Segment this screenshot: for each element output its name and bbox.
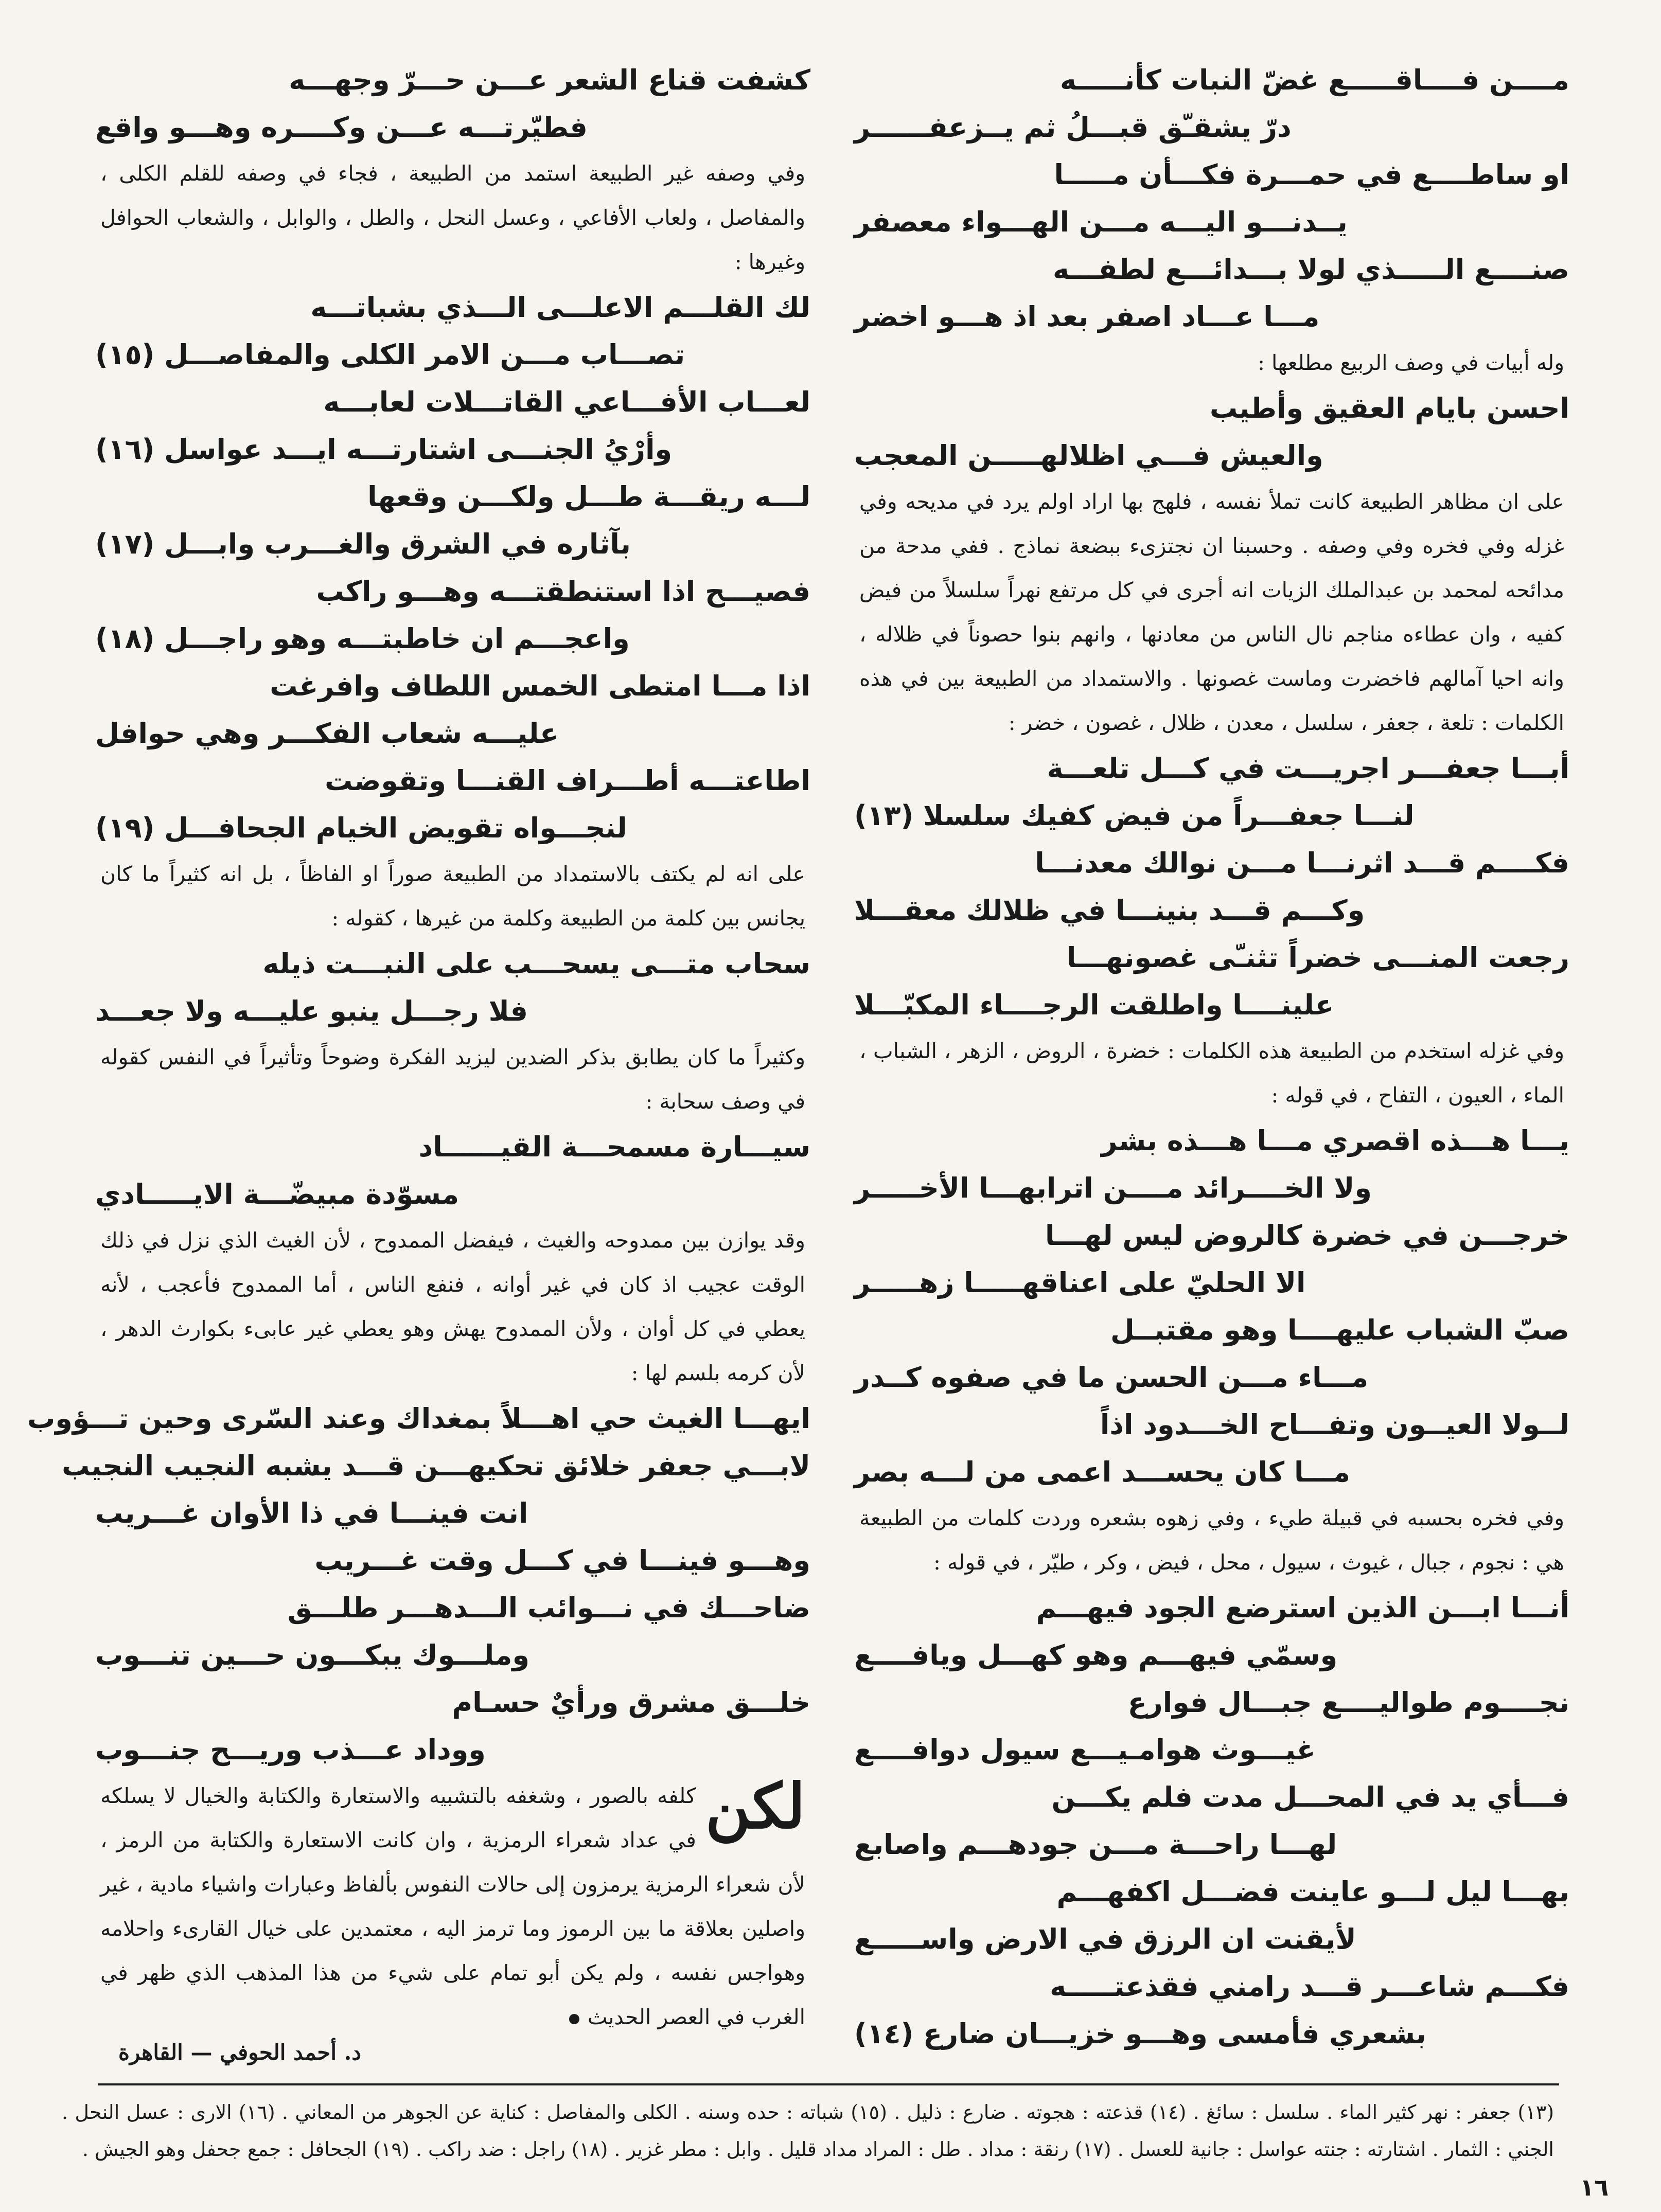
page-number: ١٦ xyxy=(1580,2173,1609,2201)
verse-second-hemistich: بشعري فأمسى وهـــو خزيـــان ضارع (١٤) xyxy=(854,2018,1426,2050)
verse-first-hemistich: فـــأي يد في المحـــل مدت فلم يكـــن xyxy=(1051,1781,1569,1813)
verse-second-hemistich: لهـــا راحـــة مـــن جودهـــم واصابع xyxy=(854,1828,1337,1861)
verse-second-hemistich: تصـــاب مـــن الامر الكلى والمفاصـــل (١٥) xyxy=(95,338,685,371)
verse-first-hemistich: رجعت المنـــى خضراً تثنـّى غصونهـــا xyxy=(1066,941,1569,974)
verse-first-hemistich: أبـــا جعفـــر اجريـــت في كـــل تلعـــة xyxy=(1047,752,1569,784)
verse-second-hemistich: فطيّرتـــه عـــن وكــــره وهـــو واقع xyxy=(95,111,588,144)
verse-first-hemistich: وهـــو فينـــا في كـــل وقت غـــريب xyxy=(314,1544,810,1577)
verse-second-hemistich: لأيقنت ان الرزق في الارض واســـــع xyxy=(854,1923,1356,1955)
verse-first-hemistich: خرجـــن في خضرة كالروض ليس لهـــا xyxy=(1045,1219,1569,1252)
verse-first-hemistich: لك القلـــم الاعلـــى الـــذي بشباتـــه xyxy=(310,291,810,324)
prose-paragraph: وفي غزله استخدم من الطبيعة هذه الكلمات : خضرة ، الروض ، الزهر ، الشباب ، الماء ، العيون ، التفاح ، في قوله : xyxy=(859,1039,1564,1108)
verse-first-hemistich: او ساطــــع في حمـــرة فكـــأن مـــــا xyxy=(1054,158,1569,191)
verse-first-hemistich: فصيـــح اذا استنطقتـــه وهـــو راكب xyxy=(316,575,810,608)
verse-first-hemistich: احسن بايام العقيق وأطيب xyxy=(1209,392,1569,424)
prose-paragraph: وقد يوازن بين ممدوحه والغيث ، فيفضل الممدوح ، لأن الغيث الذي نزل في ذلك الوقت عجيب اذ كان في غير أوانه ، فنفع الناس ، أما الممدوح فأعجب ، لأنه يعطي في كل أوان ، ولأن الممدوح يهش وهو يعطي غير عابىء بكوارث الدهر ، لأن كرمه بلسم لها : xyxy=(100,1228,805,1385)
verse-second-hemistich: درّ يشقـّق قبـــلُ ثم يــزعفــــــر xyxy=(854,111,1292,144)
verse-first-hemistich: لــولا العيــون وتفـــاح الخـــدود اذاً xyxy=(1100,1408,1569,1441)
verse-second-hemistich: يــدنـــو اليـــه مـــن الهـــواء معصفر xyxy=(854,206,1348,238)
verse-second-hemistich: وكـــم قـــد بنينـــا في ظلالك معقـــلا xyxy=(854,894,1365,926)
verse-second-hemistich: علينــــا واطلقت الرجــــاء المكبّـــلا xyxy=(854,989,1334,1021)
verse-first-hemistich: مــــن فــــاقـــــع غضّ النبات كأنـــــه xyxy=(1059,64,1569,96)
footnote-divider xyxy=(98,2083,1559,2085)
calligraphic-heading: لكن xyxy=(705,1770,805,1843)
verse-second-hemistich: غيـــوث هوامـيـــع سيول دوافــــع xyxy=(854,1734,1316,1766)
right-column xyxy=(854,57,1569,2058)
verse-second-hemistich: لنجـــواه تقويض الخيام الجحافـــل (١٩) xyxy=(95,812,627,844)
footnotes: (١٣) جعفر : نهر كثير الماء . سلسل : سائغ . (١٤) قذعته : هجوته . ضارع : ذليل . (١٥) شباته : حده وسنه . الكلى والمفاصل : كناية عن الجوهر من المعاني . (١٦) الارى : عسل النحل . الجني : الثمار . اشتارته : جنته عواسل : جانية للعسل . (١٧) رنقة : مداد . طل : المراد مداد قليل . وابل : مطر غزير . (١٨) راجل : ضد راكب . (١٩) الجحافل : جمع جحفل وهو الجيش . xyxy=(62,2101,1554,2161)
verse-second-hemistich: والعيش فـــي اظلالهـــــن المعجب xyxy=(854,439,1323,472)
verse-second-hemistich: مسوّدة مبيضّـــة الايـــــادي xyxy=(95,1178,460,1210)
verse-first-hemistich: أنـــا ابـــن الذين استرضع الجود فيهـــم xyxy=(1036,1592,1569,1624)
verse-first-hemistich: صبّ الشباب عليهــــا وهو مقتبــل xyxy=(1110,1314,1569,1346)
verse-second-hemistich: مـــا كان يحســـد اعمى من لـــه بصر xyxy=(854,1456,1351,1488)
prose-paragraph: على ان مظاهر الطبيعة كانت تملأ نفسه ، فلهج بها اراد اولم يرد في مديحه وفي غزله وفي فخره وفي وصفه . وحسبنا ان نجتزىء ببضعة نماذج . ففي مدحة من مدائحه لمحمد بن عبدالملك الزيات انه أجرى في كل مرتفع نهراً سلسلاً من فيض كفيه ، وان عطاءه مناجم نال الناس من معادنها ، وانهم بنوا حصوناً في ظلاله ، وانه احيا آمالهم فاخضرت وماست غصونها . والاستمداد من الطبيعة بين في هذه الكلمات : تلعة ، جعفر ، سلسل ، معدن ، ظلال ، غصون ، خضر : xyxy=(859,489,1564,735)
verse-first-hemistich: خلـــق مشرق ورأيٌ حسـام xyxy=(452,1686,810,1719)
verse-second-hemistich: ولا الخــــرائد مــــن اترابهـــا الأخـــــر xyxy=(854,1172,1372,1204)
verse-first-hemistich: ايهـــا الغيث حي اهـــلاً بمغداك وعند السّرى وحين تـــؤوب xyxy=(27,1402,810,1435)
verse-second-hemistich: مـــا عـــاد اصفر بعد اذ هـــو اخضر xyxy=(854,300,1320,333)
verse-first-hemistich: فكـــم شاعـــر قـــد رامني فقذعتـــــه xyxy=(1050,1970,1569,2003)
prose-paragraph: وفي فخره بحسبه في قبيلة طيء ، وفي زهوه بشعره وردت كلمات من الطبيعة هي : نجوم ، جبال ، غيوث ، سيول ، محل ، فيض ، وكر ، طيّر ، في قوله : xyxy=(859,1506,1564,1575)
verse-first-hemistich: بهـــا ليل لـــو عاينت فضـــل اكفهـــم xyxy=(1056,1876,1569,1908)
prose-paragraph: على انه لم يكتف بالاستمداد من الطبيعة صوراً او الفاظاً ، بل انه كثيراً ما كان يجانس بين كلمة من الطبيعة وكلمة من غيرها ، كقوله : xyxy=(100,862,805,931)
verse-second-hemistich: مـــاء مـــن الحسن ما في صفوه كــدر xyxy=(854,1361,1369,1394)
prose-paragraph xyxy=(95,1770,810,2039)
verse-second-hemistich: عليـــه شعاب الفكـــر وهي حوافل xyxy=(95,717,559,750)
verse-first-hemistich: لعـــاب الأفـــاعي القاتـــلات لعابـــه xyxy=(323,386,810,418)
verse-second-hemistich: لنـــا جعفـــراً من فيض كفيك سلسلا (١٣) xyxy=(854,799,1415,832)
verse-first-hemistich: اطاعتـــه أطـــراف القنـــا وتقوضت xyxy=(325,764,810,797)
prose-text: كلفه بالصور ، وشغفه بالتشبيه والاستعارة والكتابة والخيال لا يسلكه في عداد شعراء الرمزية ، وان كانت الاستعارة والكتابة من الرمز ، لأن شعراء الرمزية يرمزون إلى حالات النفوس بألفاظ وعبارات واشياء مادية ، غير واصلين بعلاقة ما بين الرموز وما ترمز اليه ، معتمدين على خيال القارىء واحلامه وهواجس نفسه ، ولم يكن أبو تمام على شيء من هذا المذهب الذي ظهر في الغرب في العصر الحديث xyxy=(100,1783,805,2029)
prose-paragraph: وكثيراً ما كان يطابق بذكر الضدين ليزيد الفكرة وضوحاً وتأثيراً في النفس كقوله في وصف سحابة : xyxy=(100,1045,805,1114)
verse-second-hemistich: وأرْيُ الجنـــى اشتارتـــه ايـــد عواسل (١٦) xyxy=(95,433,673,466)
verse-second-hemistich: فلا رجـــل ينبو عليـــه ولا جعـــد xyxy=(95,995,528,1027)
verse-second-hemistich: الا الحليّ على اعناقهـــــا زهـــــر xyxy=(854,1266,1306,1299)
verse-first-hemistich: اذا مـــا امتطى الخمس اللطاف وافرغت xyxy=(270,670,810,702)
verse-first-hemistich: سيـــارة مسمحـــة القيــــــاد xyxy=(418,1131,810,1163)
verse-first-hemistich: يـــا هـــذه اقصري مـــا هـــذه بشر xyxy=(1101,1125,1569,1157)
verse-first-hemistich: ضاحـــك في نـــوائب الـــدهـــر طلـــق xyxy=(287,1592,810,1624)
verse-first-hemistich: لابـــي جعفر خلائق تحكيهـــن قـــد يشبه النجيب النجيب xyxy=(62,1450,810,1482)
verse-first-hemistich: سحاب متـــى يسحـــب على النبـــت ذيله xyxy=(262,948,810,980)
verse-first-hemistich: نجــــوم طواليــــع جبـــال فوارع xyxy=(1127,1686,1569,1719)
verse-second-hemistich: وسمّي فيهـــم وهو كهـــل ويافــــع xyxy=(854,1639,1338,1671)
author-signature: د. أحمد الحوفي — القاهرة xyxy=(118,2040,361,2065)
verse-first-hemistich: لـــه ريقـــة طـــل ولكـــن وقعها xyxy=(367,480,810,513)
verse-second-hemistich: انت فينـــا في ذا الأوان غـــريب xyxy=(95,1497,528,1529)
verse-first-hemistich: فكــــم قـــد اثرنـــا مـــن نوالك معدنـــا xyxy=(1035,847,1569,879)
prose-paragraph: وله أبيات في وصف الربيع مطلعها : xyxy=(1258,350,1564,375)
prose-paragraph: وفي وصفه غير الطبيعة استمد من الطبيعة ، فجاء في وصفه للقلم الكلى ، والمفاصل ، ولعاب الأفاعي ، وعسل النحل ، والطل ، والوابل ، والشعاب الحوافل وغيرها : xyxy=(100,161,805,274)
verse-first-hemistich: صنــــع الـــــذي لولا بـــدائـــع لطفـــه xyxy=(1053,253,1569,286)
verse-second-hemistich: وملـــوك يبكـــون حـــين تنـــوب xyxy=(95,1639,529,1671)
left-column xyxy=(27,57,810,2039)
verse-second-hemistich: ووداد عـــذب وريـــح جنـــوب xyxy=(95,1734,486,1766)
verse-second-hemistich: بآثاره في الشرق والغـــرب وابـــل (١٧) xyxy=(95,528,631,560)
verse-first-hemistich: كشفت قناع الشعر عـــن حـــرّ وجهـــه xyxy=(289,64,810,96)
verse-second-hemistich: واعجـــم ان خاطبتـــه وهو راجـــل (١٨) xyxy=(95,622,630,655)
end-bullet-icon xyxy=(569,2014,579,2024)
